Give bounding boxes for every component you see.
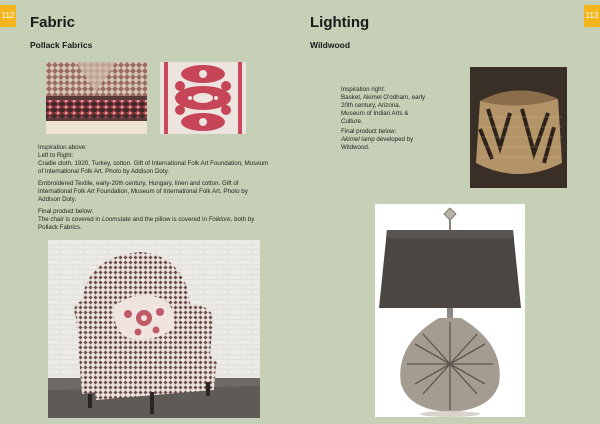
- fabric-final-l1e: , both by: [230, 216, 255, 223]
- basket-photo: [470, 67, 567, 188]
- armchair-photo: [48, 240, 260, 418]
- fabric-final-l1a: The chair is covered in: [38, 216, 102, 223]
- fabric-final-line2: Pollack Fabrics.: [38, 224, 82, 231]
- lamp-photo: [375, 204, 525, 417]
- fabric-final-l1b: Loomstate: [101, 216, 131, 223]
- fabric-inspiration-lead: Left to Right:: [38, 152, 74, 159]
- fabric-inspiration-text: [38, 144, 278, 176]
- subtitle-wildwood: Wildwood: [310, 40, 351, 50]
- lighting-final-line1: [341, 136, 451, 144]
- fabric-inspiration-line1: Cradle cloth, 1920, Turkey, cotton. Gift of International Folk Art Foundation, Museum: [38, 160, 269, 167]
- embroidered-textile-photo: [160, 62, 246, 134]
- fabric-inspiration-line5: Addison Doty.: [38, 196, 77, 203]
- lighting-final-l1a: Akimel: [341, 136, 360, 143]
- fabric-final-line1: [38, 216, 283, 224]
- fabric-inspiration-line4: International Folk Art Foundation, Museum of International Folk Art. Photo by: [38, 188, 248, 195]
- fabric-inspiration-line2: of International Folk Art. Photo by Addison Doty.: [38, 168, 169, 175]
- lighting-inspiration-line4: Culture.: [341, 118, 363, 125]
- page-number-right: 113: [584, 5, 600, 27]
- lighting-final-text: [341, 128, 451, 152]
- fabric-inspiration-heading: Inspiration above:: [38, 144, 87, 151]
- fabric-final-l1d: Folklore: [208, 216, 231, 223]
- fabric-final-text: [38, 208, 283, 232]
- lighting-inspiration-line2: 20th century, Arizona.: [341, 102, 401, 109]
- fabric-final-l1c: and the pillow is covered in: [130, 216, 209, 223]
- cradle-cloth-photo: [46, 62, 147, 134]
- fabric-embroidered-text: [38, 180, 278, 204]
- subtitle-pollack: Pollack Fabrics: [30, 40, 93, 50]
- lighting-inspiration-line3: Museum of Indian Arts &: [341, 110, 409, 117]
- lighting-final-line2: Wildwood.: [341, 144, 370, 151]
- lighting-inspiration-heading: Inspiration right:: [341, 86, 386, 93]
- section-title-fabric: Fabric: [30, 14, 76, 31]
- section-title-lighting: Lighting: [310, 14, 370, 31]
- lighting-final-heading: Final product below:: [341, 128, 397, 135]
- fabric-final-heading: Final product below:: [38, 208, 94, 215]
- fabric-inspiration-line3: Embroidered Textile, early-20th century, Hungary, linen and cotton. Gift of: [38, 180, 239, 187]
- page-number-left: 112: [0, 5, 16, 27]
- lighting-inspiration-line1: Basket, Akimel O'odham, early: [341, 94, 426, 101]
- lighting-inspiration-text: [341, 86, 451, 126]
- lighting-final-l1b: lamp developed by: [359, 136, 414, 143]
